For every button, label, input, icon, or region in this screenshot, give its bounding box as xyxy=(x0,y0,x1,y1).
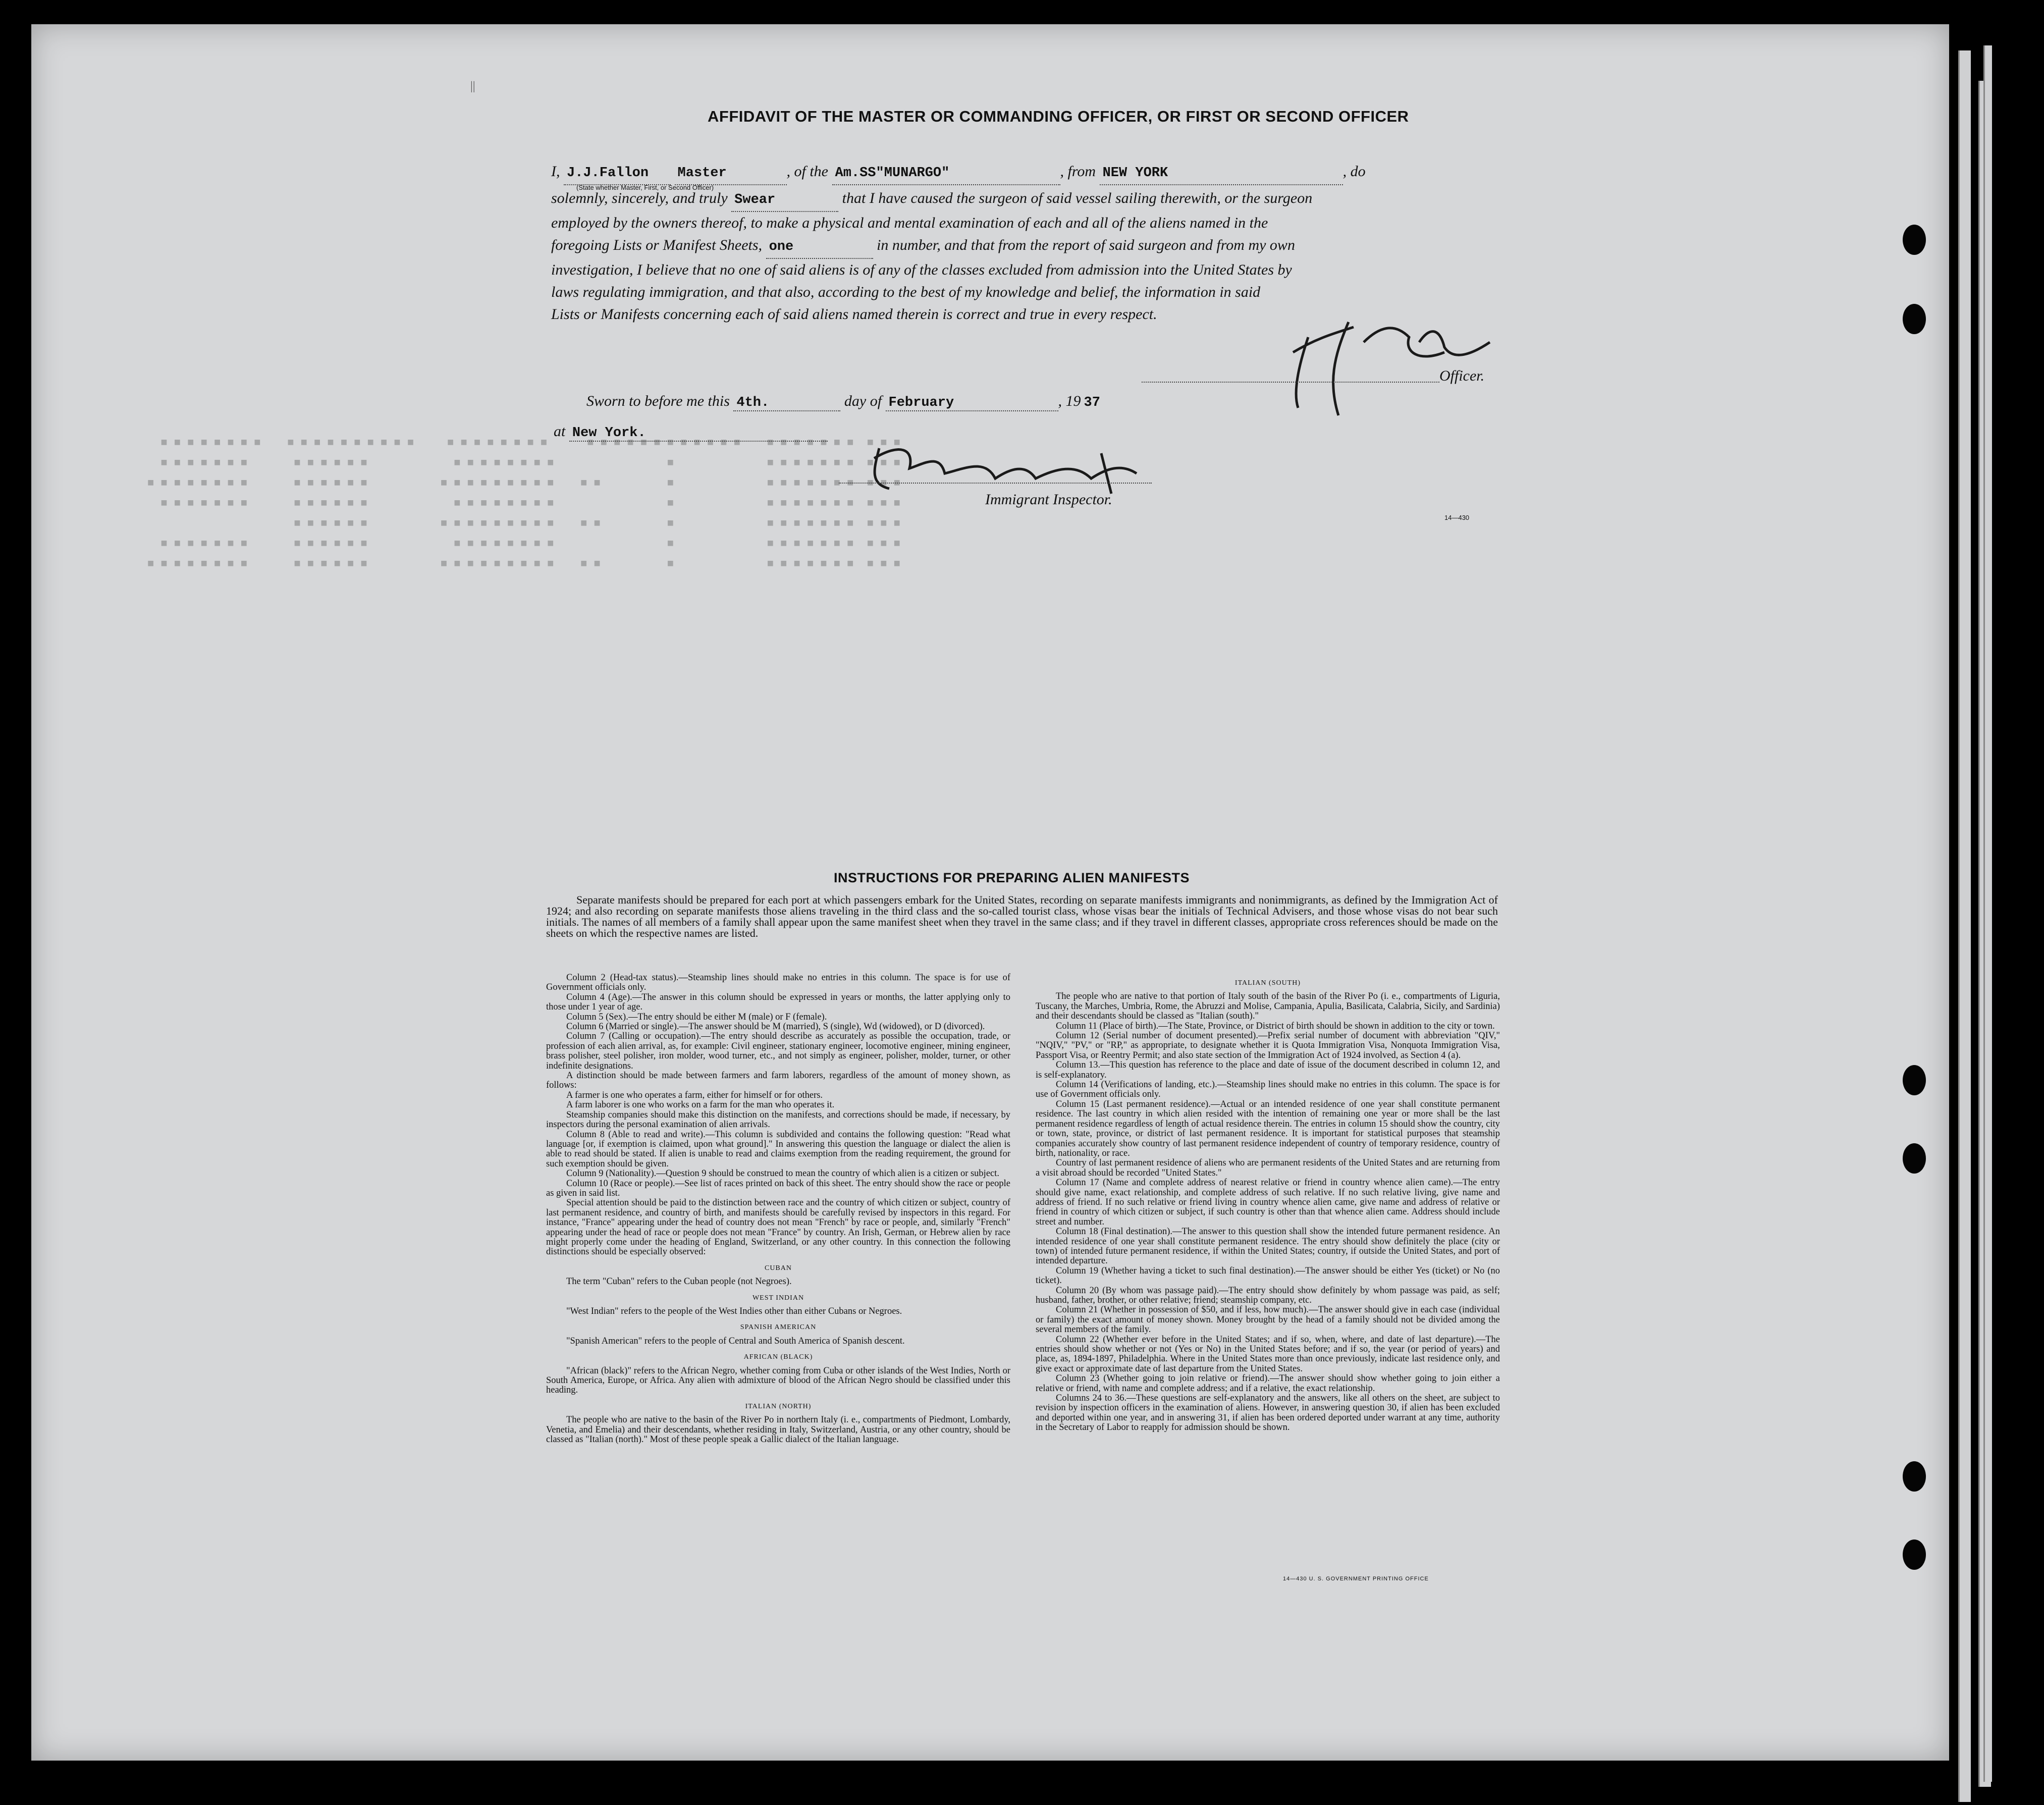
officer-signature xyxy=(1278,307,1500,418)
officer-name: J.J.Fallon xyxy=(564,162,671,185)
right-paragraph: Column 12 (Serial number of document presented).—Prefix serial number of document with abbreviation "QIV," "NQIV," "PV," or "RP," as appropriate, to designate whether it is Quota Immigration Visa, Nonquota Immigration Visa, Passport Visa, or Reentry Permit; and also state section of the Immigration Act of 1924 involved, as Section 4 (a). xyxy=(1036,1031,1500,1060)
officer-rank: Master xyxy=(675,162,787,185)
printing-office-footer: 14—430 U. S. GOVERNMENT PRINTING OFFICE xyxy=(1283,1576,1429,1582)
affidavit-line-2: solemnly, sincerely, and truly Swear that I have caused the surgeon of said vessel sailing therewith, or the surgeon xyxy=(551,187,1505,212)
right-paragraph: Country of last permanent residence of aliens who are permanent residents of the United States and are returning from a visit abroad should be recorded "United States." xyxy=(1036,1158,1500,1178)
punch-hole xyxy=(1903,1065,1926,1095)
section-heading: ITALIAN (NORTH) xyxy=(745,1402,812,1410)
officer-label: Officer. xyxy=(1439,367,1485,384)
right-paragraph: Column 21 (Whether in possession of $50, and if less, how much).—The answer should give in each case (individual or family) the exact amount of money shown. Money brought by the head of a family should not be divided among the several members of the family. xyxy=(1036,1305,1500,1335)
right-paragraph: Column 23 (Whether going to join relative or friend).—The answer should show whether going to join either a relative or friend, with name and complete address; and if a relative, the exact relationship. xyxy=(1036,1373,1500,1394)
affidavit-title: AFFIDAVIT OF THE MASTER OR COMMANDING OFFICER, OR FIRST OR SECOND OFFICER xyxy=(708,108,1409,125)
affidavit-line-7: Lists or Manifests concerning each of said aliens named therein is correct and true in every respect. xyxy=(551,306,1157,323)
right-paragraph: Column 13.—This question has reference to the place and date of issue of the document described in column 12, and is self-explanatory. xyxy=(1036,1060,1500,1080)
affidavit-body xyxy=(551,161,1505,326)
left-paragraph: Column 8 (Able to read and write).—This column is subdivided and contains the following question: "Read what language [or, if exemption is claimed, upon what ground]." In answering this question the language or dialect the alien is able to read should be stated. If alien is unable to read and claims exemption from the reading requirement, the ground for such exemption should be given. xyxy=(546,1129,1010,1169)
section-heading: SPANISH AMERICAN xyxy=(740,1323,817,1332)
punch-hole xyxy=(1903,1143,1926,1174)
instructions-intro: Separate manifests should be prepared for each port at which passengers embark for the United States, recording on separate manifests immigrants and nonimmigrants, as defined by the Immigration Act of 1924; and also recording on separate manifests those aliens traveling in the third class and the so-called tourist class, whose visas bear the initials of Technical Advisers, and those whose visas do not bear such initials. The names of all members of a family shall appear upon the same manifest sheet when they travel in the same class; and if they travel in different classes, appropriate cross references should be made on the sheets on which the respective names are listed. xyxy=(546,893,1498,939)
left-paragraph: Column 4 (Age).—The answer in this column should be expressed in years or months, the latter applying only to those under 1 year of age. xyxy=(546,992,1010,1013)
affidavit-line-1: I, J.J.Fallon Master , of the Am.SS"MUNARGO" , from NEW YORK , do (State whether Master, First, or Second Officer) xyxy=(551,161,1505,185)
right-paragraph: Column 22 (Whether ever before in the United States; and if so, when, where, and date of last departure).—The entries should show whether or not (Yes or No) in the United States before; and if so, the year (or period of years) and place, as, 1894-1897, Philadelphia. Where in the United States more than once previously, indicate last residence only, and give exact or approximate date of last departure from the United States. xyxy=(1036,1334,1500,1374)
punch-hole xyxy=(1903,304,1926,334)
right-paragraph: Columns 24 to 36.—These questions are self-explanatory and the answers, like all others on the sheet, are subject to revision by inspection officers in the examination of aliens. However, in answering question 30, if alien has been excluded and deported within one year, and in answering 31, if alien has been ordered deported under warrant at any time, authority in the Secretary of Labor to reapply for admission should be shown. xyxy=(1036,1393,1500,1433)
form-number: 14—430 xyxy=(1444,514,1470,521)
sworn-month: February xyxy=(886,395,1058,411)
inspector-label: Immigrant Inspector. xyxy=(985,491,1112,508)
left-paragraph: A farm laborer is one who works on a farm for the man who operates it. xyxy=(566,1100,835,1110)
binder-edge-strip xyxy=(1983,45,1992,1782)
vessel-name: Am.SS"MUNARGO" xyxy=(832,162,1060,185)
left-paragraph: Column 9 (Nationality).—Question 9 should be construed to mean the country of which alien is a citizen or subject. xyxy=(566,1169,1000,1179)
right-paragraph: The people who are native to that portion of Italy south of the basin of the River Po (i. e., compartments of Liguria, Tuscany, the Marches, Umbria, Rome, the Abruzzi and Molise, Campania, Apulia, Basilicata, Calabria, Sicily, and Sardinia) and their descendants should be classed as "Italian (south)." xyxy=(1036,991,1500,1022)
sworn-year: 37 xyxy=(1084,395,1100,410)
right-paragraph: Column 15 (Last permanent residence).—Actual or an intended residence of one year shall constitute permanent residence. The last country in which alien resided with the intention of remaining one year or more shall be the last permanent residence regardless of length of actual residence therein. The entries in column 15 should show the country, city or town, state, province, or district of last permanent residence. It is important for statistical purposes that steamship companies accurately show country of last permanent residence independent of country of temporary residence, country of birth, nationality, or race. xyxy=(1036,1099,1500,1158)
sworn-place: New York. xyxy=(569,426,828,442)
section-heading: ITALIAN (SOUTH) xyxy=(1234,979,1301,987)
left-paragraph: A farmer is one who operates a farm, either for himself or for others. xyxy=(566,1090,823,1100)
left-paragraph: The people who are native to the basin of the River Po in northern Italy (i. e., compartments of Piedmont, Lombardy, Venetia, and Emelia) and their descendants, whether residing in Italy, Switzerland, Austria, or any other country, should be classed as "Italian (north)." Most of these people speak a Gallic dialect of the Italian language. xyxy=(546,1415,1010,1445)
sworn-place-line: at New York. xyxy=(554,423,828,442)
left-paragraph: Steamship companies should make this distinction on the manifests, and corrections should be made, if necessary, by inspectors during the personal examination of alien arrivals. xyxy=(546,1109,1010,1130)
left-paragraph: Column 10 (Race or people).—See list of races printed on back of this sheet. The entry should show the race or people as given in said list. xyxy=(546,1178,1010,1198)
left-paragraph: Column 5 (Sex).—The entry should be either M (male) or F (female). xyxy=(566,1012,827,1022)
bleed-through-text: ■ ■ ■ ■ ■ ■ ■ ■ ■ ■ ■ ■ ■ ■ ■ ■ ■ ■ ■ ■ ■ ■ ■ ■ ■ ■ ■ ■ ■ ■ ■ ■ ■ ■ ■ ■ ■ ■ ■ ■ ■ ■ ■ ■ ■ ■ ■ ■ ■ ■ ■ ■ ■ ■ ■ ■ ■ ■ ■ ■ ■ ■ ■ ■ ■ ■ ■ ■ ■ ■ ■ ■ ■ ■ ■ ■ ■ ■ ■ ■ ■ ■ ■ ■ ■ ■ ■ ■ ■ ■ ■ ■ ■ ■ ■ ■ ■ ■ ■ ■ ■ ■ ■ ■ ■ ■ ■ ■ ■ ■ ■ ■ ■ ■ ■ ■ ■ ■ ■ ■ ■ ■ ■ ■ ■ ■ ■ ■ ■ ■ ■ ■ ■ ■ ■ ■ ■ ■ ■ ■ ■ ■ ■ ■ ■ ■ ■ ■ ■ ■ ■ ■ ■ ■ ■ ■ ■ ■ ■ ■ ■ ■ ■ ■ ■ ■ ■ ■ ■ ■ ■ ■ ■ ■ ■ ■ ■ ■ ■ ■ ■ ■ ■ ■ ■ ■ ■ ■ ■ ■ ■ ■ ■ ■ ■ ■ ■ ■ ■ ■ ■ ■ ■ ■ ■ ■ ■ ■ ■ ■ ■ ■ ■ ■ ■ ■ ■ ■ ■ ■ ■ ■ ■ ■ ■ ■ ■ ■ ■ ■ ■ ■ ■ ■ ■ ■ ■ ■ ■ ■ ■ ■ ■ ■ xyxy=(147,437,900,570)
pencil-mark: || xyxy=(470,80,475,93)
affidavit-line-5: investigation, I believe that no one of said aliens is of any of the classes excluded from admission into the United States by xyxy=(551,261,1292,278)
section-heading: CUBAN xyxy=(764,1264,792,1272)
instructions-left-column xyxy=(546,973,1010,1445)
instructions-title: INSTRUCTIONS FOR PREPARING ALIEN MANIFESTS xyxy=(834,870,1190,885)
instructions-right-column xyxy=(1036,978,1500,1433)
officer-signature-line xyxy=(1142,382,1439,383)
left-paragraph: Column 2 (Head-tax status).—Steamship lines should make no entries in this column. The space is for use of Government officials only. xyxy=(546,973,1010,993)
from-port: NEW YORK xyxy=(1100,162,1343,185)
punch-hole xyxy=(1903,1461,1926,1492)
left-paragraph: "Spanish American" refers to the people of Central and South America of Spanish descent. xyxy=(566,1336,905,1346)
left-paragraph: "African (black)" refers to the African Negro, whether coming from Cuba or other islands of the West Indies, North or South America, Europe, or Africa. Any alien with admixture of blood of the African Negro should be classified under this heading. xyxy=(546,1365,1010,1396)
right-paragraph: Column 19 (Whether having a ticket to such final destination).—The answer should be either Yes (ticket) or No (no ticket). xyxy=(1036,1265,1500,1286)
inspector-signature xyxy=(859,438,1152,499)
left-paragraph: A distinction should be made between farmers and farm laborers, regardless of the amount of money shown, as follows: xyxy=(546,1071,1010,1091)
punch-hole xyxy=(1903,1539,1926,1570)
affidavit-line-6: laws regulating immigration, and that also, according to the best of my knowledge and belief, the information in said xyxy=(551,284,1261,300)
right-paragraph: Column 20 (By whom was passage paid).—The entry should show definitely by whom passage was paid, as self; husband, father, brother, or other relative; friend; steamship company, etc. xyxy=(1036,1285,1500,1305)
section-heading: WEST INDIAN xyxy=(752,1294,804,1302)
sworn-day: 4th. xyxy=(733,395,840,411)
binder-edge-strip xyxy=(1958,50,1971,1802)
right-paragraph: Column 14 (Verifications of landing, etc.).—Steamship lines should make no entries in this column. The space is for use of Government officials only. xyxy=(1036,1080,1500,1100)
sheet-count: one xyxy=(766,236,873,259)
right-paragraph: Column 18 (Final destination).—The answer to this question shall show the intended future permanent residence. An intended residence of one year shall constitute permanent residence. The entry should show definitely the place (city or town) of intended future permanent residence, if within the United States; country, if outside the United States, and port of intended departure. xyxy=(1036,1227,1500,1266)
section-heading: AFRICAN (BLACK) xyxy=(743,1353,813,1361)
oath-type: Swear xyxy=(731,189,838,212)
right-paragraph: Column 17 (Name and complete address of nearest relative or friend in country whence alien came).—The entry should give name, exact relationship, and complete address of such relative. If no such relative living, give name and address of friend. If no such relative or friend living in country whence alien came, give name and address of relative or friend in country of which citizen or subject, if such country is other than that whence alien came. Address should include street and number. xyxy=(1036,1178,1500,1227)
right-paragraph: Column 11 (Place of birth).—The State, Province, or District of birth should be shown in addition to the city or town. xyxy=(1056,1021,1495,1031)
left-paragraph: Special attention should be paid to the distinction between race and the country of which citizen or subject, country of last permanent residence, and country of birth, and manifests should be carefully revised by inspectors in this regard. For instance, "France" appearing under the head of country does not mean "French" by race or people, and, similarly "French" appearing under the head of race or people does not mean "France" by country. An Irish, German, or Hebrew alien by race might properly come under the heading of England, Switzerland, or any other country. In this connection the following distinctions should be especially observed: xyxy=(546,1198,1010,1257)
left-paragraph: Column 6 (Married or single).—The answer should be M (married), S (single), Wd (widowed), or D (divorced). xyxy=(566,1022,985,1032)
affidavit-line-3: employed by the owners thereof, to make a physical and mental examination of each and all of the aliens named in the xyxy=(551,215,1268,231)
manifest-page xyxy=(31,24,1949,1761)
rank-note: (State whether Master, First, or Second Officer) xyxy=(576,184,714,191)
left-paragraph: "West Indian" refers to the people of the West Indies other than either Cubans or Negroes. xyxy=(566,1306,902,1316)
left-paragraph: The term "Cuban" refers to the Cuban people (not Negroes). xyxy=(566,1277,792,1287)
left-paragraph: Column 7 (Calling or occupation).—The entry should describe as accurately as possible the occupation, trade, or profession of each alien arrival, as, for example: Civil engineer, stationary engineer, locomotive engineer, mining engineer, brass polisher, steel polisher, iron molder, wood turner, etc., and not simply as engineer, polisher, molder, turner, or other indefinite designations. xyxy=(546,1031,1010,1071)
affidavit-line-4: foregoing Lists or Manifest Sheets, one in number, and that from the report of said surgeon and from my own xyxy=(551,234,1505,259)
sworn-line: Sworn to before me this 4th. day of February , 19 37 xyxy=(586,393,1112,411)
punch-hole xyxy=(1903,225,1926,255)
